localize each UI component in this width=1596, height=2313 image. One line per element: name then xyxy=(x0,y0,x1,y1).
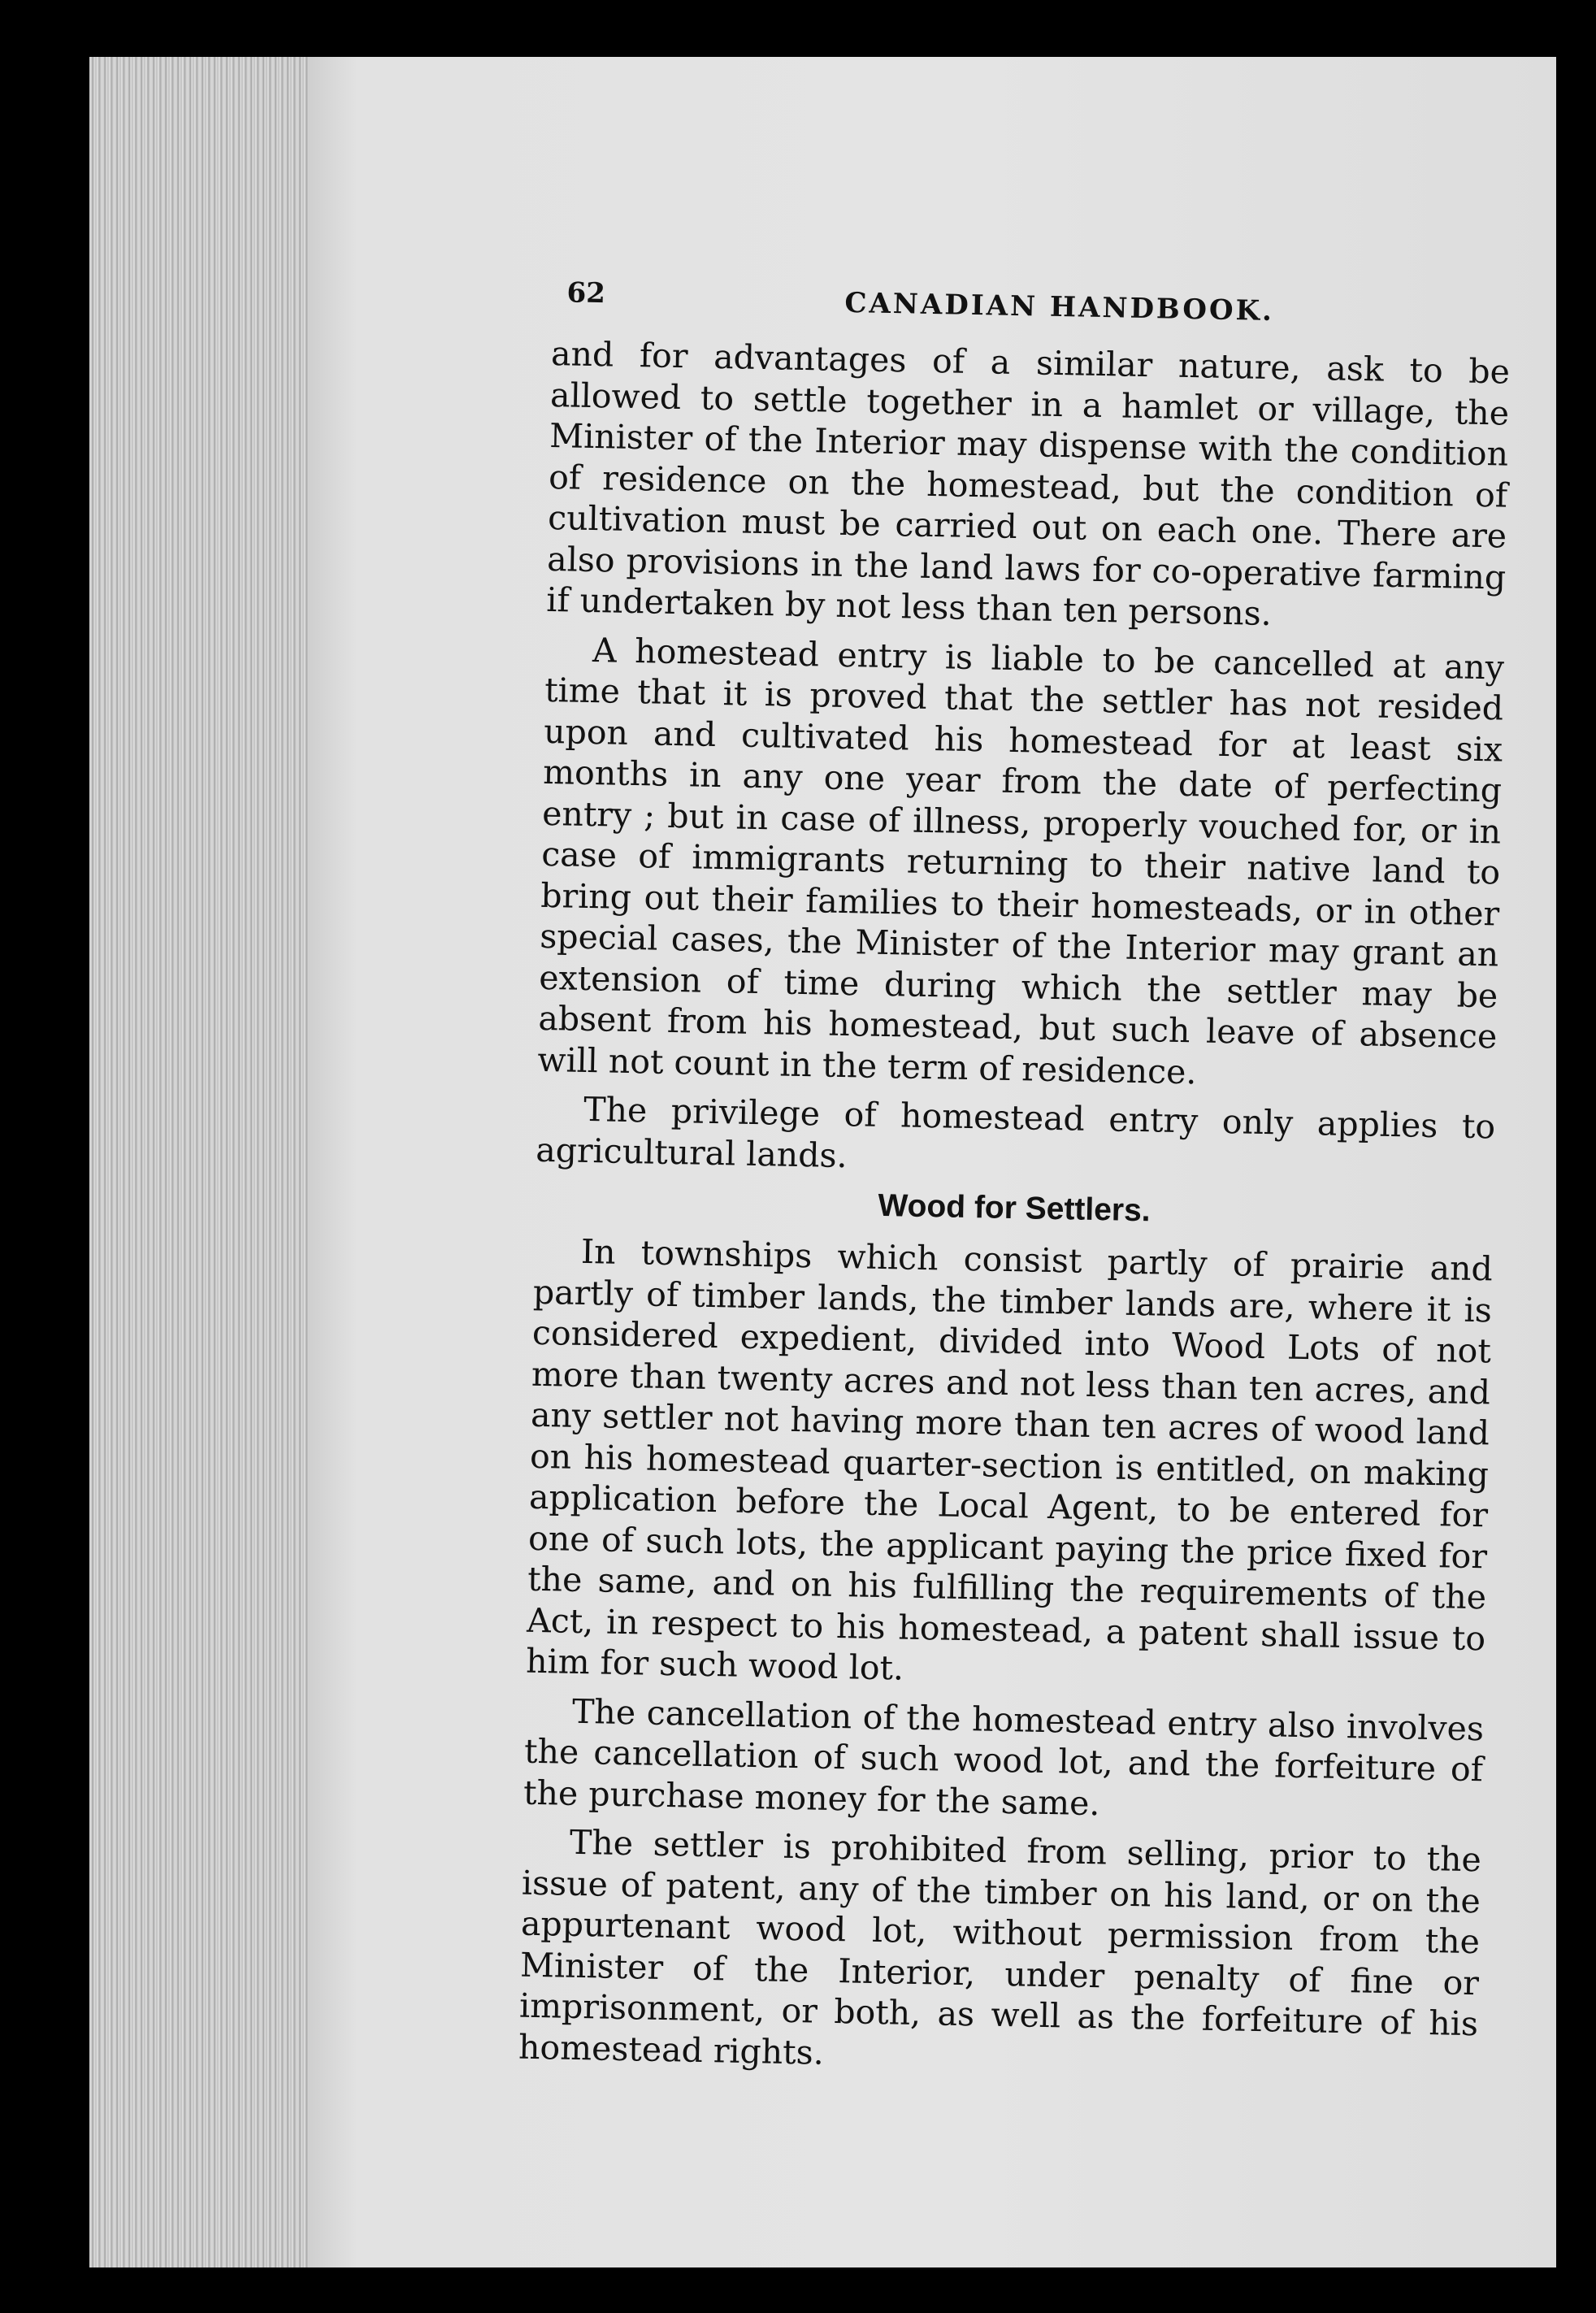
paragraph-continued: and for advantages of a similar nature, ask to be allowed to settle together in a hamlet or village, the Minister of the Interior may dispense with the condition of residence on the homestead, but the condition of cultivation must be carried out on each one. There are also provisions in the land laws for co-operative farming if undertaken by not less than ten persons. xyxy=(545,333,1511,634)
paragraph-privilege: The privilege of homestead entry only applies to agricultural lands. xyxy=(535,1089,1496,1175)
paragraph-wood-lots: In townships which consist partly of prairie and partly of timber lands, the timber lands are, where it is considered expedient, divided into Wood Lots of not more than twenty acres and not less than ten acres, and any settler not having more than ten acres of wood land on his homestead quarter-section is entitled, on making application before the Local Agent, to be entered for one of such lots, the applicant paying the price fixed for the same, and on his fulfilling the requirements of the Act, in respect to his homestead, a patent shall issue to him for such wood lot. xyxy=(525,1231,1494,1688)
paragraph-cancellation: A homestead entry is liable to be cancelled at any time that it is proved that the settler has not resided upon and cultivated his homestead for at least six months in any one year from the date of perfecting entry ; but in case of illness, properly vouched for, or in case of immigrants returning to their native land to bring out their families to their homesteads, or in other special cases, the Minister of the Interior may grant an extension of time during which the settler may be absent from his homestead, but such leave of absence will not count in the term of residence. xyxy=(537,630,1505,1091)
book-page-edges xyxy=(89,57,311,2267)
running-title: CANADIAN HANDBOOK. xyxy=(844,286,1275,328)
section-heading: Wood for Settlers. xyxy=(878,1187,1151,1229)
paragraph-wood-lot-cancellation: The cancellation of the homestead entry also involves the cancellation of such wood lot, and the forfeiture of the purchase money for the same. xyxy=(523,1691,1485,1823)
page-number: 62 xyxy=(566,276,606,310)
book-page xyxy=(309,57,1556,2267)
paragraph-timber-prohibition: The settler is prohibited from selling, prior to the issue of patent, any of the timber on his land, or on the appurtenant wood lot, without permission from the Minister of the Interior, under penalty of fine or imprisonment, or both, as well as the forfeiture of his homestead rights. xyxy=(518,1822,1482,2072)
page-content xyxy=(518,276,1511,2094)
